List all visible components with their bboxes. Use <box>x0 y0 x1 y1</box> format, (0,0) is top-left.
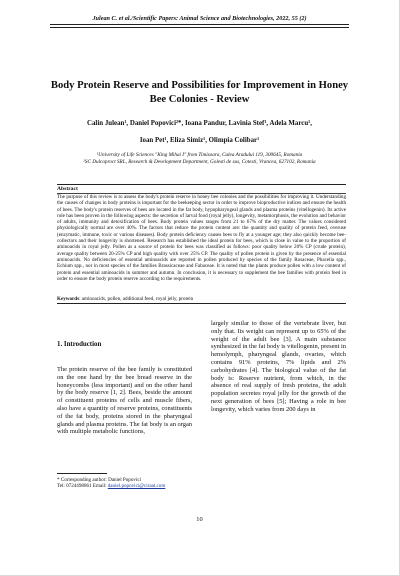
footnote-rule <box>57 473 107 474</box>
email-link[interactable]: daniel.popovici@ciraat.com <box>107 483 166 490</box>
keywords <box>57 296 346 302</box>
running-head: Julean C. et al./Scientific Papers: Animal Science and Biotechnologies, 2022, 55 (2) <box>92 15 307 22</box>
author-line-1: Calin Julean¹, Daniel Popovici²*, Ioana Pandur, Lavinia Stef¹, Adela Marcu¹, <box>87 120 312 127</box>
page-number: 10 <box>196 516 203 523</box>
intro-column-left: The protein reserve of the bee family is constituted on the one hand by the bee bread reserve in the honeycombs (less important) and on the other hand by the body reserve [1, 2]. Bees, beside the amount of constituent proteins of cells and muscle fibers, also have a quantity of reserve proteins, constituents of the fat body, proteins stored in the pharyngeal glands and plasma proteins. The fat body is an organ with multiple metabolic functions, <box>57 366 192 436</box>
affiliations <box>55 152 344 166</box>
abstract-block <box>57 184 346 304</box>
abstract-text: The purpose of this review is to assess the body's protein reserve in honey bee colonies and the possibilities for improving it. Understanding the causes of changes in body proteins is important for the beekeeping sector in order to improve bioproductive indices and ensure the health of bees. The body's protein reserves of bees are located in the fat body, hypopharyngeal glands and plasma proteins (vitellogenin). Its active role has been proven in the following aspects: the secretion of larval food (royal jelly), longevity, metamorphosis, the evolution and behavior of adults, immunity and detoxification of bees. Body protein values ranges from 21 to 67% of the dry matter. The values considered physiologically normal are over 40%. The factors that reduce the protein content are: the quantity and quality of protein feed, overuse (enzymatic, immune, toxic or various diseases). Body protein deficiency causes bees to fly at a younger age; they also quickly become bee-collectors and their longevity is shortened. Research has established the ideal protein for bees, which is close in value to the proportion of aminoacids in royal jelly. Pollen as a source of protein for bees was classified as follows: poor quality below 20% CP (crude protein), average quality between 20-25% CP and high quality with over 25% CP. The quality of pollen protein is given by the presence of essential aminoacids. No deficiencies of essential aminoacids are reported in pollen produced by species of the family Rosaceae, Phacelia spp., Echium spp., nor in most species of the families Brassicaceae and Fabaceae. It is noted that the plants produce pollen with a low content of protein and essential aminoacids in summer and autumn. In conclusion, it is necessary to supplement the bee families with protein feed in order to ensure the body protein reserve according to the requirements. <box>57 194 346 282</box>
footnote-tel: Tel: 0724498861 Email: <box>57 483 108 490</box>
author-list <box>70 115 329 149</box>
header-rule <box>50 24 349 28</box>
abstract-heading: Abstract <box>57 185 78 192</box>
author-line-2: Ioan Pet¹, Eliza Simiz¹, Olimpia Colibar¹ <box>139 137 260 144</box>
section-heading-introduction: 1. Introduction <box>57 341 102 348</box>
keywords-label: Keywords <box>57 296 80 302</box>
intro-column-right: largely similar to those of the vertebrate liver, but only that. Its weight can represent up to 65% of the weight of the adult bee [3]. A main substance synthesized in the fat body is vitellogenin, present in hemolymph, pharyngeal glands, ovaries, which contains 91% proteins, 7% lipids and 2% carbohydrates [4]. The biological value of the fat body is: Reserve nutrient, from which, in the absence of real supply of fresh proteins, the adult population secretes royal jelly for the growth of the next generation of bees [5]; Having a role in bee longevity, which varies from 200 days in <box>211 320 346 413</box>
corresponding-author-footnote <box>57 477 207 490</box>
footnote-contact <box>57 483 207 489</box>
keywords-list: : aminoacids, pollen, additional feed, royal jelly, protein <box>79 296 194 302</box>
paper-title: Body Protein Reserve and Possibilities for Improvement in Honey Bee Colonies - Review <box>50 80 349 105</box>
affiliation-2: ²SC Dulcoproct SRL, Research & Development Department, Golesti de sus, Cotesti, Vrancea, 627102, Romania <box>83 158 316 165</box>
affiliation-1: ¹University of Life Sciences "King Mihai I" from Timisoara, Calea Aradului 119, 300645, Romania <box>96 152 303 158</box>
footnote-author: * Corresponding author: Daniel Popovici <box>57 477 142 483</box>
